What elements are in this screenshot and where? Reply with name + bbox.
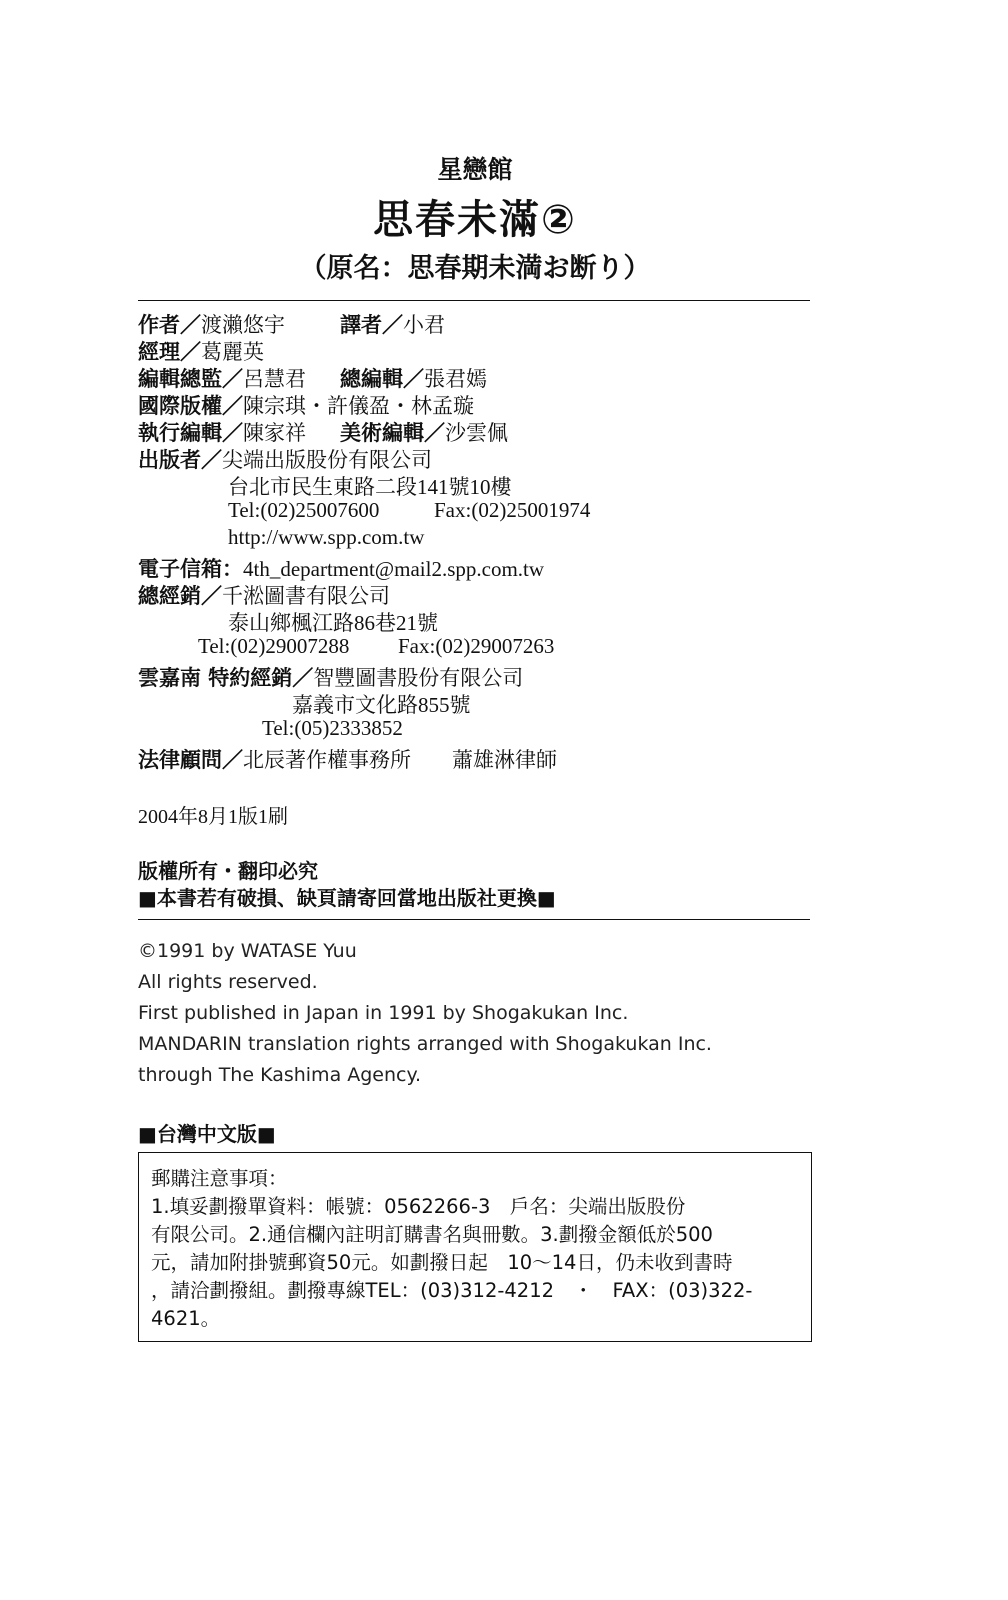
copyright-line-4: MANDARIN translation rights arranged with Shogakukan Inc.	[138, 1033, 712, 1055]
translator-name: 小君	[403, 313, 445, 337]
credit-legal	[138, 744, 411, 774]
author-label: 作者／	[138, 313, 201, 337]
publisher-address: 台北市民生東路二段141號10樓	[228, 475, 512, 499]
damage-notice: ■本書若有破損、缺頁請寄回當地出版社更換■	[138, 886, 556, 910]
art-editor-label: 美術編輯／	[340, 421, 445, 445]
manager-label: 經理／	[138, 340, 201, 364]
credit-rights	[138, 390, 474, 420]
email-address[interactable]: 4th_department@mail2.spp.com.tw	[243, 557, 545, 581]
distributor-label: 總經銷／	[138, 584, 222, 608]
credit-distributor	[138, 580, 390, 610]
credit-general-editor	[340, 363, 487, 393]
art-editor-name: 沙雲佩	[445, 421, 508, 445]
distributor-address: 泰山鄉楓江路86巷21號	[228, 611, 438, 635]
credit-regional	[138, 662, 523, 692]
general-editor-label: 總編輯／	[340, 367, 424, 391]
regional-address: 嘉義市文化路855號	[292, 693, 471, 717]
regional-tel: Tel:(05)2333852	[262, 716, 403, 740]
legal-firm: 北辰著作權事務所	[243, 748, 411, 772]
mail-order-line-2: 有限公司。2.通信欄內註明訂購書名與冊數。3.劃撥金額低於500	[151, 1223, 713, 1246]
chief-editor-label: 編輯總監／	[138, 367, 243, 391]
general-editor-name: 張君嫣	[424, 367, 487, 391]
author-name: 渡瀨悠宇	[201, 313, 285, 337]
rights-notice: 版權所有・翻印必究	[138, 859, 318, 883]
distributor-name: 千淞圖書有限公司	[222, 584, 390, 608]
legal-label: 法律顧問／	[138, 748, 243, 772]
publisher-label: 出版者／	[138, 448, 222, 472]
legal-lawyer: 蕭雄淋律師	[452, 748, 557, 772]
credit-chief-editor	[138, 363, 306, 393]
publisher-url[interactable]: http://www.spp.com.tw	[228, 525, 425, 549]
regional-name: 智豐圖書股份有限公司	[313, 666, 524, 690]
mail-order-line-1: 1.填妥劃撥單資料：帳號：0562266-3 戶名：尖端出版股份	[151, 1195, 686, 1218]
copyright-line-2: All rights reserved.	[138, 971, 318, 993]
publisher-name: 尖端出版股份有限公司	[222, 448, 432, 472]
credit-email	[138, 553, 544, 583]
edition-date: 2004年8月1版1刷	[138, 806, 288, 828]
publisher-line: 星戀館	[437, 155, 513, 184]
manager-name: 葛麗英	[201, 340, 264, 364]
distributor-fax: Fax:(02)29007263	[398, 634, 555, 658]
credit-publisher	[138, 444, 432, 474]
middle-divider	[138, 919, 810, 920]
credit-manager	[138, 336, 264, 366]
original-title: （原名：思春期未満お断り）	[299, 253, 651, 284]
regional-label: 雲嘉南 特約經銷／	[138, 666, 314, 690]
top-divider	[138, 300, 810, 301]
copyright-line-3: First published in Japan in 1991 by Shogakukan Inc.	[138, 1002, 629, 1024]
mail-order-title: 郵購注意事項：	[151, 1167, 288, 1190]
credit-exec-editor	[138, 417, 306, 447]
credit-translator	[340, 309, 445, 339]
credit-author	[138, 309, 285, 339]
edition-tag: ■台灣中文版■	[138, 1122, 276, 1146]
mail-order-line-5: 4621。	[151, 1307, 221, 1330]
mail-order-box	[138, 1152, 812, 1342]
mail-order-line-4: ，請洽劃撥組。劃撥專線TEL：(03)312-4212 ・ FAX：(03)322-	[151, 1279, 753, 1302]
translator-label: 譯者／	[340, 313, 403, 337]
rights-label: 國際版權／	[138, 394, 243, 418]
email-label: 電子信箱：	[138, 557, 243, 581]
exec-editor-label: 執行編輯／	[138, 421, 243, 445]
mail-order-line-3: 元，請加附掛號郵資50元。如劃撥日起 10～14日，仍未收到書時	[151, 1251, 733, 1274]
publisher-fax: Fax:(02)25001974	[434, 498, 591, 522]
credit-art-editor	[340, 417, 508, 447]
distributor-tel: Tel:(02)29007288	[198, 634, 350, 658]
publisher-tel: Tel:(02)25007600	[228, 498, 380, 522]
rights-names: 陳宗琪・許儀盈・林孟璇	[243, 394, 474, 418]
copyright-line-5: through The Kashima Agency.	[138, 1064, 422, 1086]
chief-editor-name: 呂慧君	[243, 367, 306, 391]
book-title: 思春未滿②	[373, 197, 577, 243]
copyright-line-1: ©1991 by WATASE Yuu	[138, 940, 357, 962]
exec-editor-name: 陳家祥	[243, 421, 306, 445]
